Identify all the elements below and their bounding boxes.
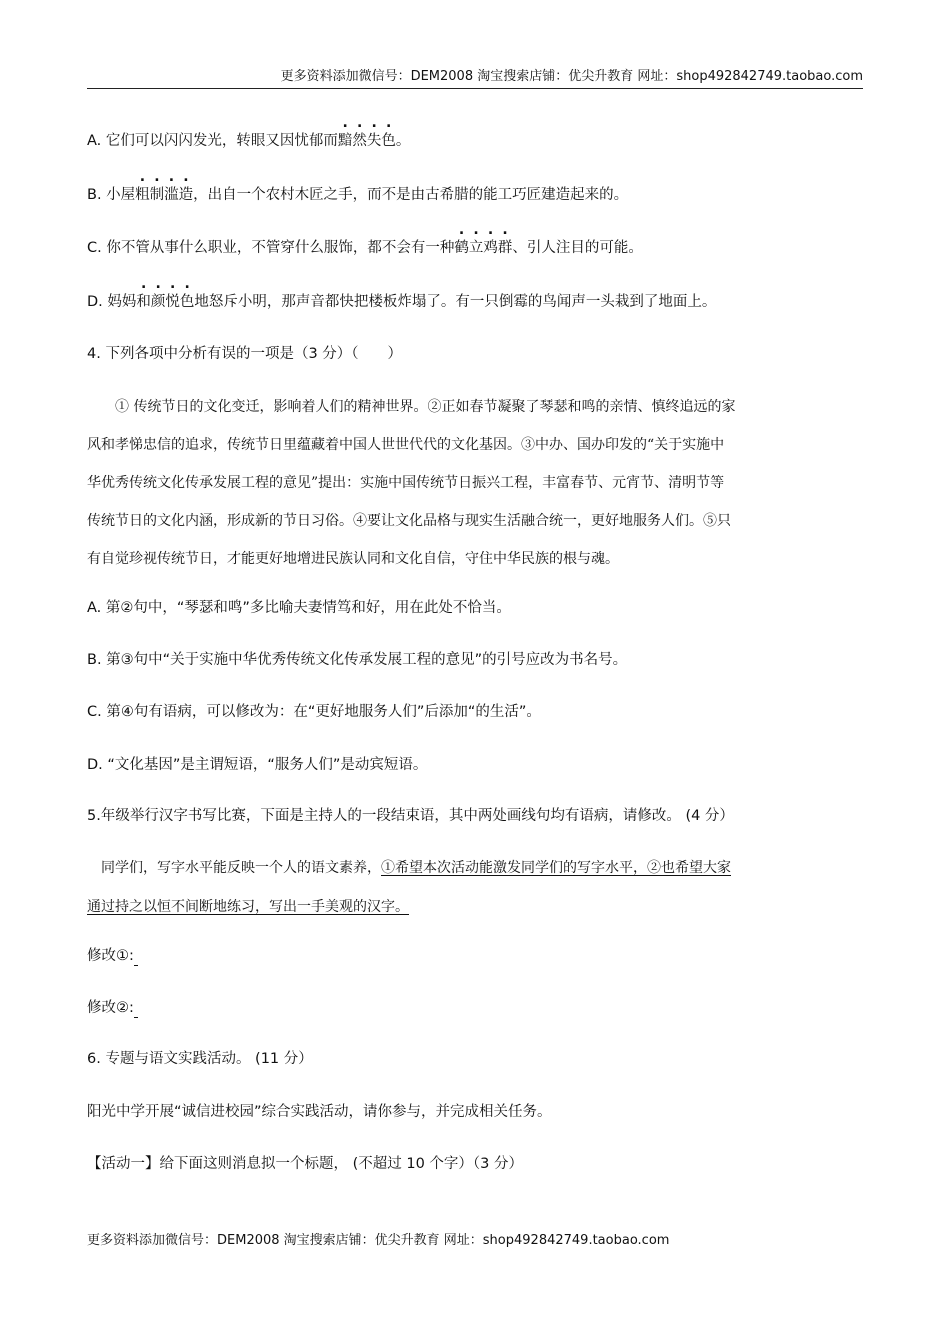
q3-option-c xyxy=(87,238,643,258)
option-text: ，出自一个农村木匠之手，而不是由古希腊的能工巧匠建造起来的。 xyxy=(193,187,629,203)
dotted-char: 滥 xyxy=(164,187,179,203)
dotted-char: 制 xyxy=(149,187,165,203)
q5-fix-1 xyxy=(87,946,138,966)
q4-passage-line: 风和孝悌忠信的追求，传统节日里蕴藏着中国人世世代代的文化基因。③中办、国办印发的“关于实施中 xyxy=(87,437,725,453)
fix-label: 修改②: xyxy=(87,1000,134,1016)
dotted-char: 群 xyxy=(497,240,513,256)
dotted-char: 颜 xyxy=(150,294,166,310)
option-text: 。 xyxy=(395,133,411,149)
q4-passage-line: 华优秀传统文化传承发展工程的意见”提出：实施中国传统节日振兴工程，丰富春节、元宵节、清明节等 xyxy=(87,475,725,491)
q4-passage-line: 传统节日的文化内涵，形成新的节日习俗。④要让文化品格与现实生活融合统一，更好地服务人们。⑤只 xyxy=(87,513,731,529)
option-text: 地怒斥小明，那声音都快把楼板炸塌了。有一只倒霉的鸟闻声一头栽到了地面上。 xyxy=(194,294,717,310)
q3-option-b xyxy=(87,185,628,205)
q4-passage-line: 有自觉珍视传统节日，才能更好地增进民族认同和文化自信，守住中华民族的根与魂。 xyxy=(87,551,619,567)
dotted-char: 鸡 xyxy=(483,240,498,256)
option-text: C. 你不管从事什么职业，不管穿什么服饰，都不会有一种 xyxy=(87,240,455,256)
q5-underlined-sentence: 通过持之以恒不间断地练习，写出一手美观的汉字。 xyxy=(87,899,409,915)
q3-option-a xyxy=(87,131,410,151)
page-header: 更多资料添加微信号：DEM2008 淘宝搜索店铺：优尖升教育 网址：shop492842749.taobao.com xyxy=(87,68,863,89)
q5-stem: 5.年级举行汉字书写比赛，下面是主持人的一段结束语，其中两处画线句均有语病，请修改。 (4 分） xyxy=(87,808,734,824)
option-text: D. 妈妈 xyxy=(87,294,137,310)
q4-option-b: B. 第③句中“关于实施中华优秀传统文化传承发展工程的意见”的引号应改为书名号。 xyxy=(87,652,628,668)
q6-intro: 阳光中学开展“诚信进校园”综合实践活动，请你参与，并完成相关任务。 xyxy=(87,1104,552,1120)
option-text: A. 它们可以闪闪发光，转眼又因忧郁而 xyxy=(87,133,338,149)
page-footer: 更多资料添加微信号：DEM2008 淘宝搜索店铺：优尖升教育 网址：shop492842749.taobao.com xyxy=(87,1233,670,1248)
q4-stem: 4. 下列各项中分析有误的一项是（3 分）（ ） xyxy=(87,346,403,362)
q5-passage-line xyxy=(87,858,863,878)
q5-underlined-sentence: ①希望本次活动能激发同学们的写字水平，②也希望大家 xyxy=(381,860,731,876)
q6-activity-1: 【活动一】给下面这则消息拟一个标题， (不超过 10 个字）（3 分） xyxy=(87,1156,524,1172)
q5-passage-line xyxy=(87,897,863,917)
dotted-char: 悦 xyxy=(165,294,180,310)
dotted-char: 造 xyxy=(178,187,194,203)
dotted-char: 和 xyxy=(136,294,151,310)
q5-fix-2 xyxy=(87,998,138,1018)
dotted-char: 然 xyxy=(352,133,367,149)
fix-label: 修改①: xyxy=(87,948,134,964)
q4-option-a: A. 第②句中，“琴瑟和鸣”多比喻夫妻情笃和好，用在此处不恰当。 xyxy=(87,600,511,616)
dotted-char: 色 xyxy=(381,133,396,149)
dotted-char: 失 xyxy=(366,133,382,149)
option-text: 、引人注目的可能。 xyxy=(512,240,643,256)
q4-option-d: D. “文化基因”是主谓短语，“服务人们”是动宾短语。 xyxy=(87,757,428,773)
dotted-char: 色 xyxy=(179,294,195,310)
dotted-char: 粗 xyxy=(135,187,150,203)
answer-blank[interactable] xyxy=(134,951,138,966)
option-text: B. 小屋 xyxy=(87,187,136,203)
q4-passage-line: ① 传统节日的文化变迁，影响着人们的精神世界。②正如春节凝聚了琴瑟和鸣的亲情、慎终追远的家 xyxy=(87,399,736,415)
answer-blank[interactable] xyxy=(134,1003,138,1018)
q3-option-d xyxy=(87,292,716,312)
dotted-char: 鹤 xyxy=(454,240,469,256)
dotted-char: 黯 xyxy=(337,133,353,149)
q6-stem: 6. 专题与语文实践活动。 (11 分） xyxy=(87,1051,313,1067)
q4-option-c: C. 第④句有语病，可以修改为：在“更好地服务人们”后添加“的生活”。 xyxy=(87,704,541,720)
dotted-char: 立 xyxy=(468,240,484,256)
q5-plain-text: 同学们，写字水平能反映一个人的语文素养， xyxy=(87,860,381,876)
